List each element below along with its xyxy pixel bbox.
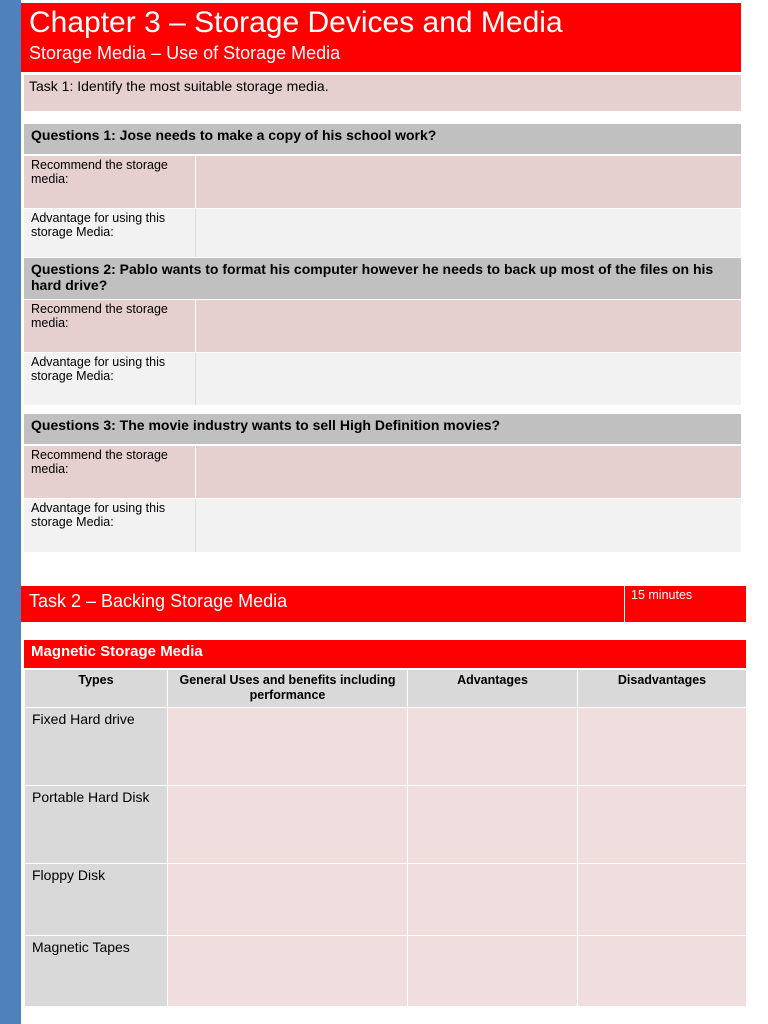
- advantage-label: Advantage for using this storage Media:: [31, 355, 166, 383]
- table-row: [25, 786, 747, 864]
- recommend-answer-field[interactable]: [195, 446, 741, 498]
- advantage-answer-field[interactable]: [195, 209, 741, 257]
- magnetic-storage-table: [24, 669, 747, 1007]
- advantages-cell[interactable]: [408, 936, 578, 1007]
- row-type-label: Magnetic Tapes: [25, 936, 168, 1007]
- disadvantages-cell[interactable]: [578, 936, 747, 1007]
- table-row: [25, 864, 747, 936]
- task2-header: [21, 586, 746, 622]
- disadvantages-cell[interactable]: [578, 786, 747, 864]
- general-uses-cell[interactable]: [168, 708, 408, 786]
- disadvantages-cell[interactable]: [578, 864, 747, 936]
- general-uses-cell[interactable]: [168, 864, 408, 936]
- advantage-answer-field[interactable]: [195, 499, 741, 552]
- row-type-label: Fixed Hard drive: [25, 708, 168, 786]
- disadvantages-cell[interactable]: [578, 708, 747, 786]
- task2-time: 15 minutes: [624, 586, 746, 622]
- chapter-header: [21, 3, 741, 72]
- advantage-label: Advantage for using this storage Media:: [31, 211, 166, 239]
- page-title: Chapter 3 – Storage Devices and Media: [29, 6, 563, 39]
- question-2-advantage-row: [24, 353, 741, 405]
- recommend-label: Recommend the storage media:: [31, 158, 168, 186]
- row-type-label: Portable Hard Disk: [25, 786, 168, 864]
- table-header-row: [25, 670, 747, 708]
- column-header-general-uses: General Uses and benefits including performance: [168, 670, 408, 708]
- recommend-label: Recommend the storage media:: [31, 302, 168, 330]
- advantages-cell[interactable]: [408, 864, 578, 936]
- page-subtitle: Storage Media – Use of Storage Media: [29, 43, 341, 63]
- question-2-recommend-row: [24, 300, 741, 352]
- general-uses-cell[interactable]: [168, 936, 408, 1007]
- recommend-answer-field[interactable]: [195, 156, 741, 208]
- column-header-types: Types: [25, 670, 168, 708]
- recommend-answer-field[interactable]: [195, 300, 741, 352]
- question-1-advantage-row: [24, 209, 741, 257]
- question-2-heading: Questions 2: Pablo wants to format his computer however he needs to back up most of the files on his hard drive?: [24, 258, 741, 299]
- advantage-answer-field[interactable]: [195, 353, 741, 405]
- question-3-heading: Questions 3: The movie industry wants to sell High Definition movies?: [24, 414, 741, 444]
- advantages-cell[interactable]: [408, 708, 578, 786]
- left-margin-bar: [0, 0, 21, 1024]
- question-1-recommend-row: [24, 156, 741, 208]
- task2-title: Task 2 – Backing Storage Media: [29, 591, 288, 611]
- general-uses-cell[interactable]: [168, 786, 408, 864]
- question-3-recommend-row: [24, 446, 741, 498]
- column-header-disadvantages: Disadvantages: [578, 670, 747, 708]
- question-1-heading: Questions 1: Jose needs to make a copy of his school work?: [24, 124, 741, 154]
- advantage-label: Advantage for using this storage Media:: [31, 501, 166, 529]
- task1-instruction: Task 1: Identify the most suitable storage media.: [24, 75, 741, 111]
- magnetic-storage-heading: Magnetic Storage Media: [24, 640, 746, 668]
- question-3-advantage-row: [24, 499, 741, 552]
- advantages-cell[interactable]: [408, 786, 578, 864]
- recommend-label: Recommend the storage media:: [31, 448, 168, 476]
- row-type-label: Floppy Disk: [25, 864, 168, 936]
- column-header-advantages: Advantages: [408, 670, 578, 708]
- table-row: [25, 708, 747, 786]
- table-row: [25, 936, 747, 1007]
